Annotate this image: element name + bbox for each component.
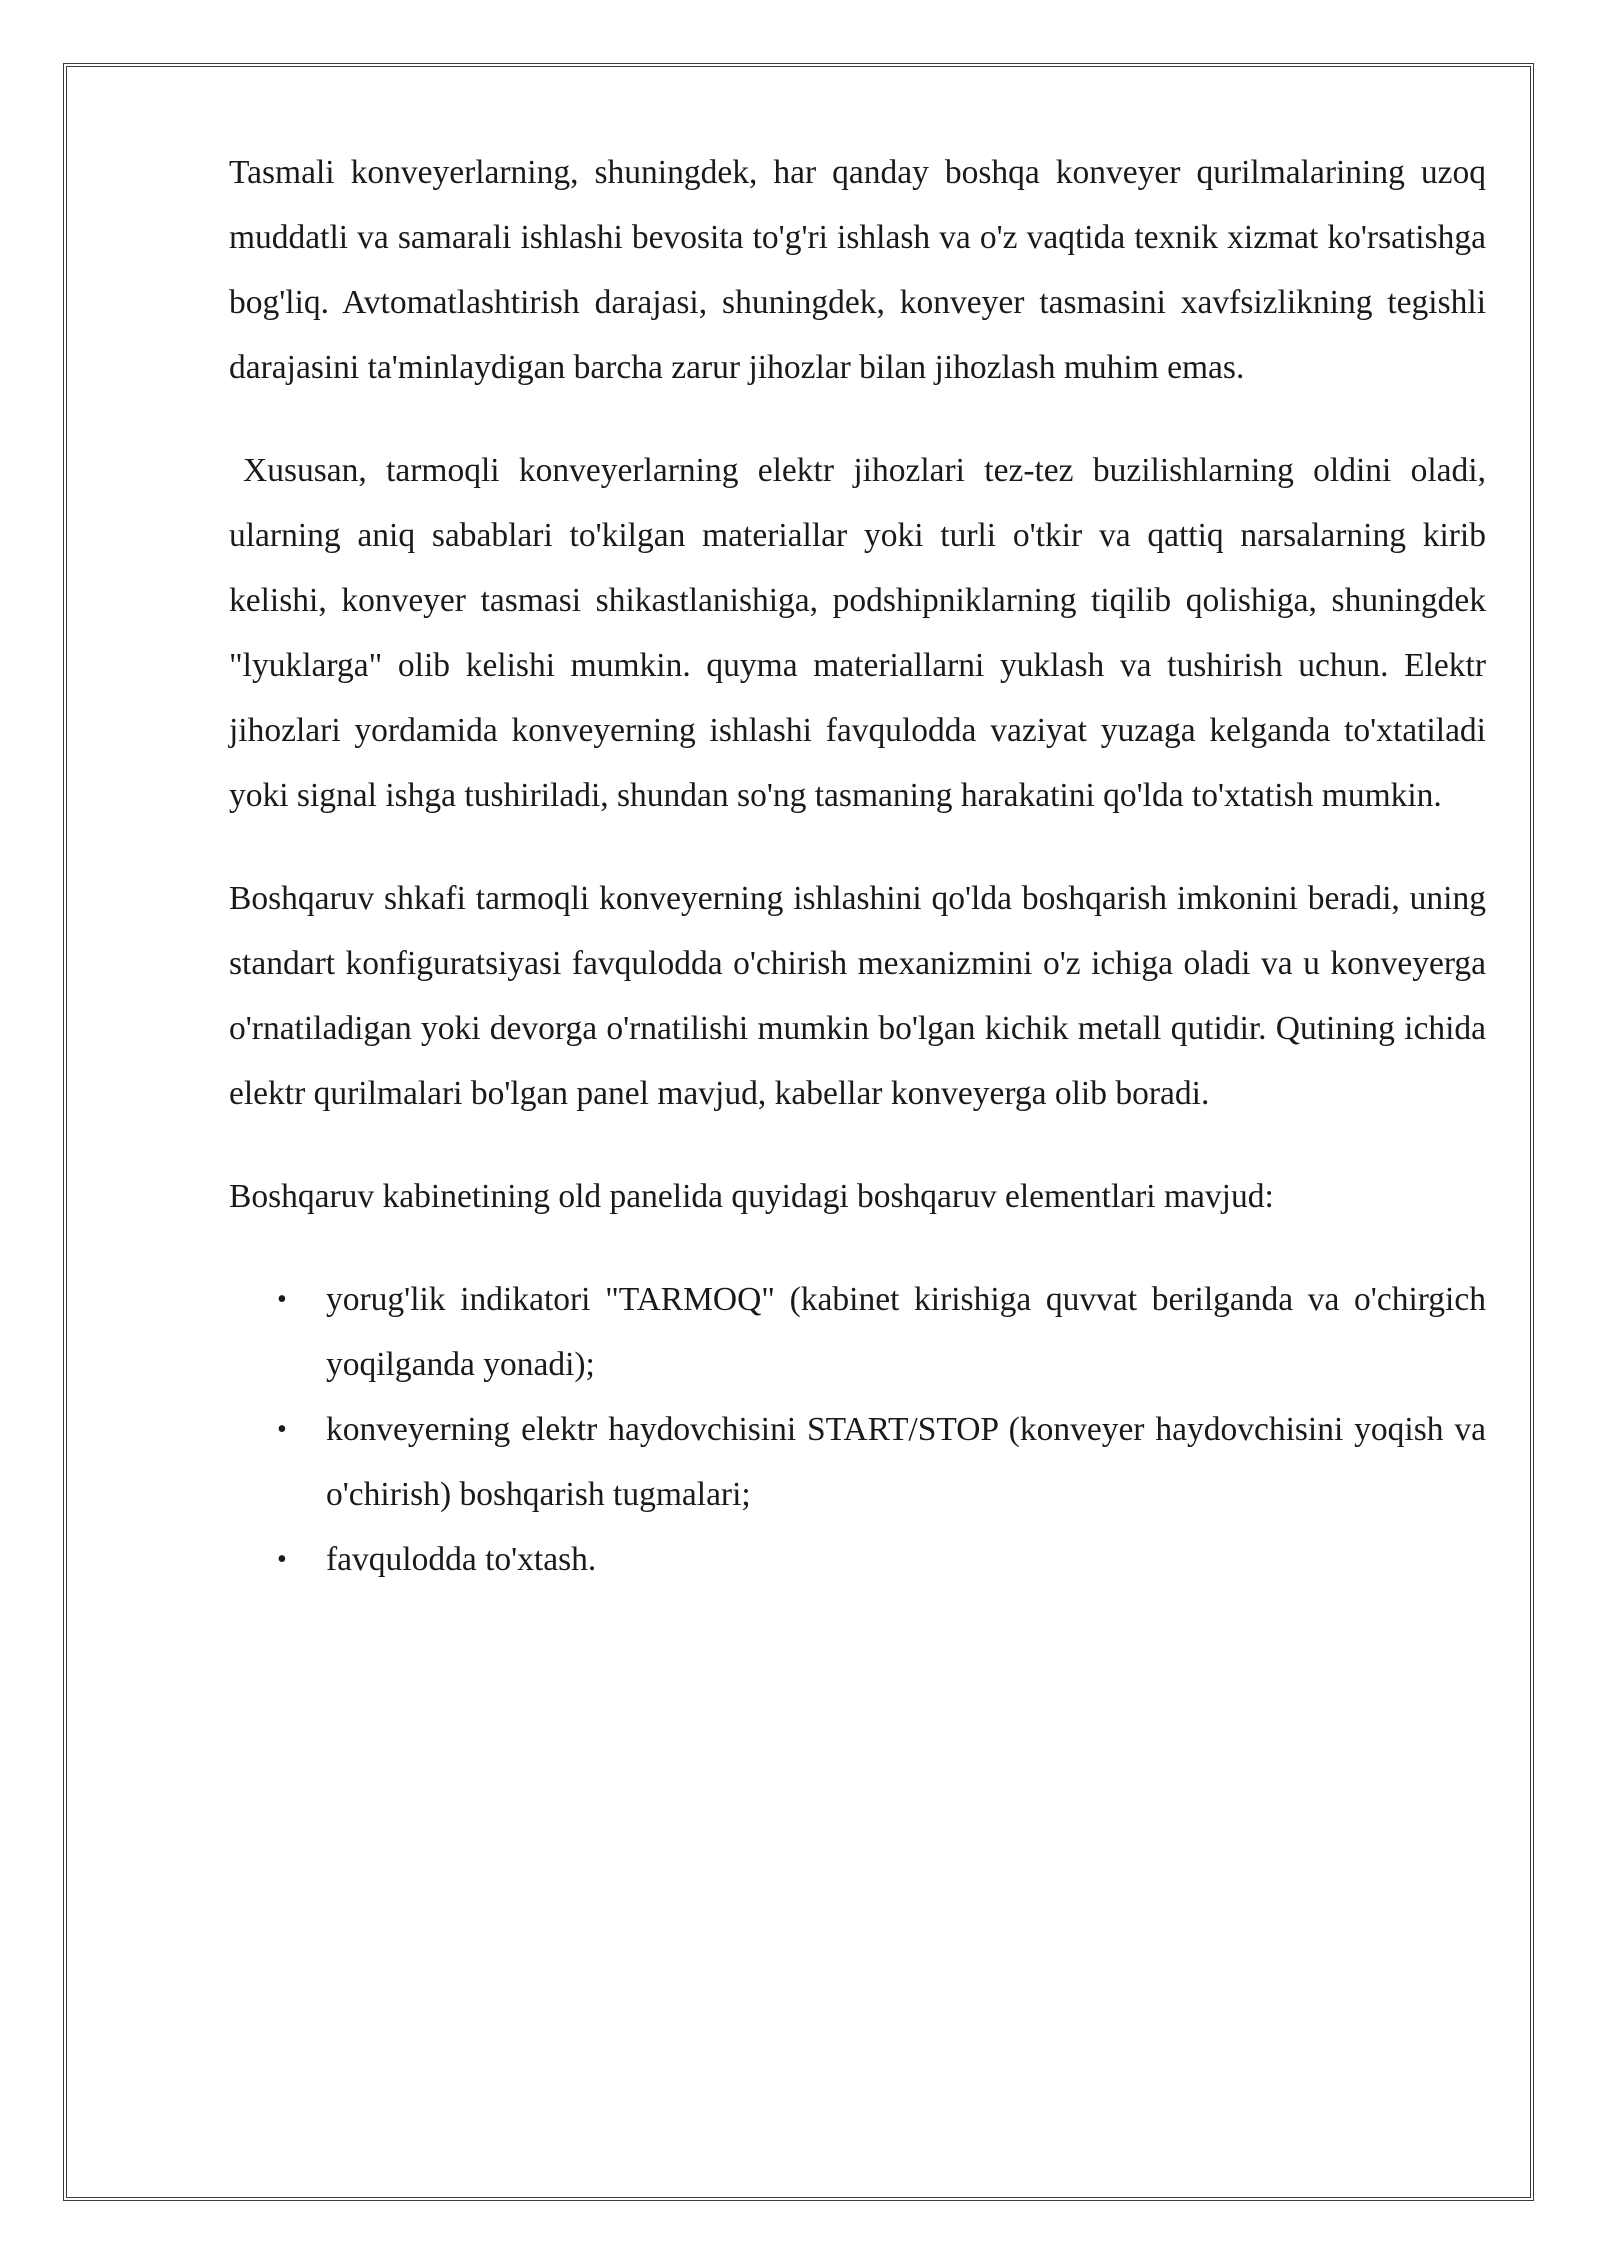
list-item xyxy=(229,1397,1486,1527)
paragraph-maintenance: Tasmali konveyerlarning, shuningdek, har qanday boshqa konveyer qurilmalarining uzoq muddatli va samarali ishlashi bevosita to'g'ri ishlash va o'z vaqtida texnik xizmat ko'rsatishga bog'liq. Avtomatlashtirish darajasi, shuningdek, konveyer tasmasini xavfsizlikning tegishli darajasini ta'minlaydigan barcha zarur jihozlar bilan jihozlash muhim emas. xyxy=(229,154,1486,386)
list-item-text: konveyerning elektr haydovchisini START/STOP (konveyer haydovchisini yoqish va o'chirish) boshqarish tugmalari; xyxy=(326,1411,1486,1513)
bullet-icon: • xyxy=(277,1544,287,1575)
list-item-text: favqulodda to'xtash. xyxy=(326,1541,597,1578)
list-item-text: yorug'lik indikatori "TARMOQ" (kabinet kirishiga quvvat berilganda va o'chirgich yoqilganda yonadi); xyxy=(326,1281,1486,1383)
paragraph-electrical-equipment: Xususan, tarmoqli konveyerlarning elektr jihozlari tez-tez buzilishlarning oldini oladi, ularning aniq sabablari to'kilgan materiallar yoki turli o'tkir va qattiq narsalarning kirib kelishi, konveyer tasmasi shikastlanishiga, podshipniklarning tiqilib qolishiga, shuningdek "lyuklarga" olib kelishi mumkin. quyma materiallarni yuklash va tushirish uchun. Elektr jihozlari yordamida konveyerning ishlashi favqulodda vaziyat yuzaga kelganda to'xtatiladi yoki signal ishga tushiriladi, shundan so'ng tasmaning harakatini qo'lda to'xtatish mumkin. xyxy=(229,452,1486,814)
paragraph-front-panel-intro: Boshqaruv kabinetining old panelida quyidagi boshqaruv elementlari mavjud: xyxy=(229,1178,1274,1215)
bullet-icon: • xyxy=(277,1414,287,1445)
control-elements-list xyxy=(229,1267,1486,1592)
list-item xyxy=(229,1267,1486,1397)
paragraph-control-cabinet: Boshqaruv shkafi tarmoqli konveyerning ishlashini qo'lda boshqarish imkonini beradi, uning standart konfiguratsiyasi favqulodda o'chirish mexanizmini o'z ichiga oladi va u konveyerga o'rnatiladigan yoki devorga o'rnatilishi mumkin bo'lgan kichik metall qutidir. Qutining ichida elektr qurilmalari bo'lgan panel mavjud, kabellar konveyerga olib boradi. xyxy=(229,880,1486,1112)
bullet-icon: • xyxy=(277,1284,287,1315)
document-body xyxy=(229,140,1486,1592)
list-item xyxy=(229,1527,1486,1592)
